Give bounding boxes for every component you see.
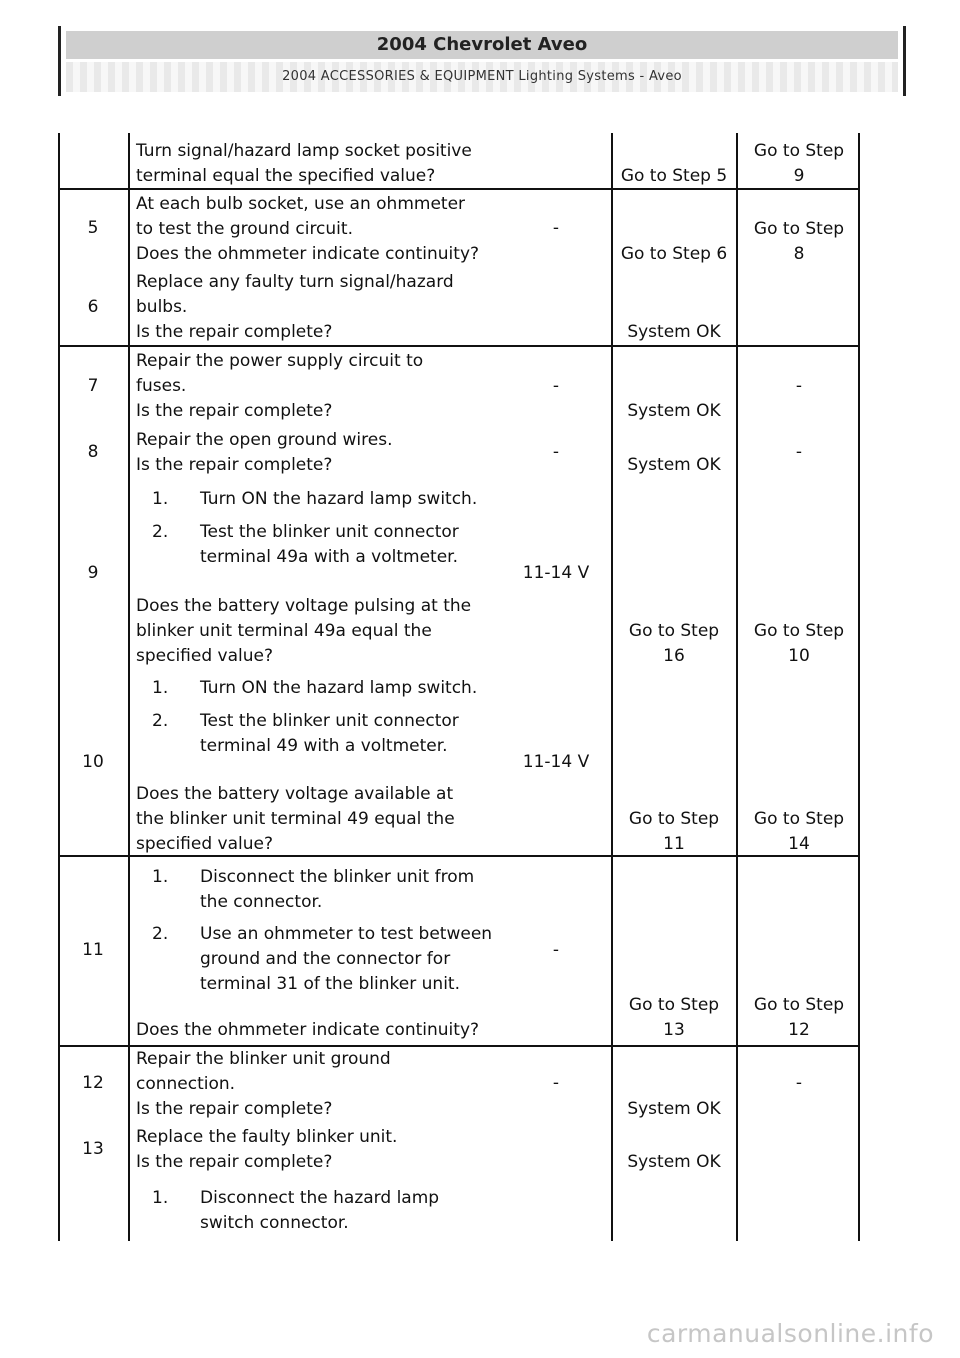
list-number: 1.: [152, 489, 169, 509]
list-number: 2.: [152, 711, 169, 731]
step-12-number: 12: [82, 1073, 104, 1093]
list-number: 1.: [152, 867, 169, 887]
step-10-question-line: specified value?: [136, 834, 273, 854]
step-8-yes: System OK: [627, 455, 721, 475]
table-row-divider: [58, 345, 860, 347]
step-4-yes: Go to Step 5: [620, 166, 728, 186]
step-11-no-line: Go to Step: [753, 995, 845, 1015]
list-text: ground and the connector for: [200, 949, 451, 969]
step-8-number: 8: [87, 442, 99, 462]
step-9-no-line: Go to Step: [753, 621, 845, 641]
list-text: Test the blinker unit connector: [200, 711, 459, 731]
list-text: terminal 49a with a voltmeter.: [200, 547, 458, 567]
watermark: carmanualsonline.info: [646, 1319, 934, 1348]
step-5-action-line: At each bulb socket, use an ohmmeter: [136, 194, 466, 214]
table-col-divider-step: [128, 133, 130, 1241]
step-13-yes: System OK: [627, 1152, 721, 1172]
step-7-no: -: [795, 376, 803, 396]
list-number: 1.: [152, 678, 169, 698]
header-left-border: [58, 26, 61, 96]
step-13-number: 13: [82, 1139, 104, 1159]
step-4-action-line: terminal equal the specified value?: [136, 166, 436, 186]
step-13-action-line: Is the repair complete?: [136, 1152, 333, 1172]
list-text: Turn ON the hazard lamp switch.: [200, 489, 478, 509]
step-12-value: -: [552, 1073, 560, 1093]
step-7-action-line: fuses.: [136, 376, 187, 396]
list-text: Use an ohmmeter to test between: [200, 924, 493, 944]
step-9-question-line: blinker unit terminal 49a equal the: [136, 621, 432, 641]
step-4-no-line: 9: [793, 166, 805, 186]
step-11-yes-line: Go to Step: [628, 995, 720, 1015]
header-right-border: [903, 26, 906, 96]
step-10-value: 11-14 V: [522, 752, 590, 772]
step-11-value: -: [552, 940, 560, 960]
step-11-question-line: Does the ohmmeter indicate continuity?: [136, 1020, 480, 1040]
step-7-yes: System OK: [627, 401, 721, 421]
step-8-value: -: [552, 442, 560, 462]
step-11-no-line: 12: [788, 1020, 810, 1040]
list-text: terminal 31 of the blinker unit.: [200, 974, 460, 994]
list-text: terminal 49 with a voltmeter.: [200, 736, 448, 756]
step-9-question-line: specified value?: [136, 646, 273, 666]
step-4-no-line: Go to Step: [753, 141, 845, 161]
step-10-no-line: 14: [788, 834, 810, 854]
step-9-no-line: 10: [788, 646, 810, 666]
step-10-no-line: Go to Step: [753, 809, 845, 829]
step-5-no-line: 8: [793, 244, 805, 264]
page-header: [58, 26, 906, 96]
step-10-yes-line: Go to Step: [628, 809, 720, 829]
step-9-number: 9: [87, 563, 99, 583]
step-8-action-line: Is the repair complete?: [136, 455, 333, 475]
step-12-action-line: connection.: [136, 1074, 236, 1094]
step-5-value: -: [552, 218, 560, 238]
step-7-number: 7: [87, 376, 99, 396]
step-9-value: 11-14 V: [522, 563, 590, 583]
step-7-action-line: Repair the power supply circuit to: [136, 351, 424, 371]
list-text: the connector.: [200, 892, 323, 912]
list-number: 2.: [152, 924, 169, 944]
step-9-yes-line: 16: [663, 646, 685, 666]
diagnostic-table: [58, 133, 860, 1241]
list-number: 2.: [152, 522, 169, 542]
list-text: Test the blinker unit connector: [200, 522, 459, 542]
step-6-action-line: Replace any faulty turn signal/hazard: [136, 272, 454, 292]
step-11-number: 11: [82, 940, 104, 960]
list-text: Disconnect the blinker unit from: [200, 867, 475, 887]
step-5-action-line: to test the ground circuit.: [136, 219, 353, 239]
step-5-no-line: Go to Step: [753, 219, 845, 239]
list-text: Disconnect the hazard lamp: [200, 1188, 440, 1208]
step-7-value: -: [552, 376, 560, 396]
step-9-question-line: Does the battery voltage pulsing at the: [136, 596, 472, 616]
step-12-no: -: [795, 1073, 803, 1093]
list-text: switch connector.: [200, 1213, 349, 1233]
step-5-action-line: Does the ohmmeter indicate continuity?: [136, 244, 480, 264]
step-5-number: 5: [87, 218, 99, 238]
step-6-action-line: bulbs.: [136, 297, 188, 317]
list-number: 1.: [152, 1188, 169, 1208]
step-4-action-line: Turn signal/hazard lamp socket positive: [136, 141, 472, 161]
step-12-action-line: Is the repair complete?: [136, 1099, 333, 1119]
step-8-no: -: [795, 442, 803, 462]
step-10-yes-line: 11: [663, 834, 685, 854]
step-7-action-line: Is the repair complete?: [136, 401, 333, 421]
header-title: 2004 Chevrolet Aveo: [66, 31, 898, 59]
step-6-number: 6: [87, 297, 99, 317]
step-10-question-line: Does the battery voltage available at: [136, 784, 454, 804]
list-text: Turn ON the hazard lamp switch.: [200, 678, 478, 698]
step-12-yes: System OK: [627, 1099, 721, 1119]
step-12-action-line: Repair the blinker unit ground: [136, 1049, 391, 1069]
step-10-number: 10: [82, 752, 104, 772]
step-10-question-line: the blinker unit terminal 49 equal the: [136, 809, 455, 829]
step-11-yes-line: 13: [663, 1020, 685, 1040]
step-8-action-line: Repair the open ground wires.: [136, 430, 393, 450]
step-6-yes: System OK: [627, 322, 721, 342]
step-13-action-line: Replace the faulty blinker unit.: [136, 1127, 398, 1147]
step-9-yes-line: Go to Step: [628, 621, 720, 641]
step-5-yes: Go to Step 6: [620, 244, 728, 264]
header-subtitle: 2004 ACCESSORIES & EQUIPMENT Lighting Systems - Aveo: [66, 62, 898, 92]
step-6-action-line: Is the repair complete?: [136, 322, 333, 342]
